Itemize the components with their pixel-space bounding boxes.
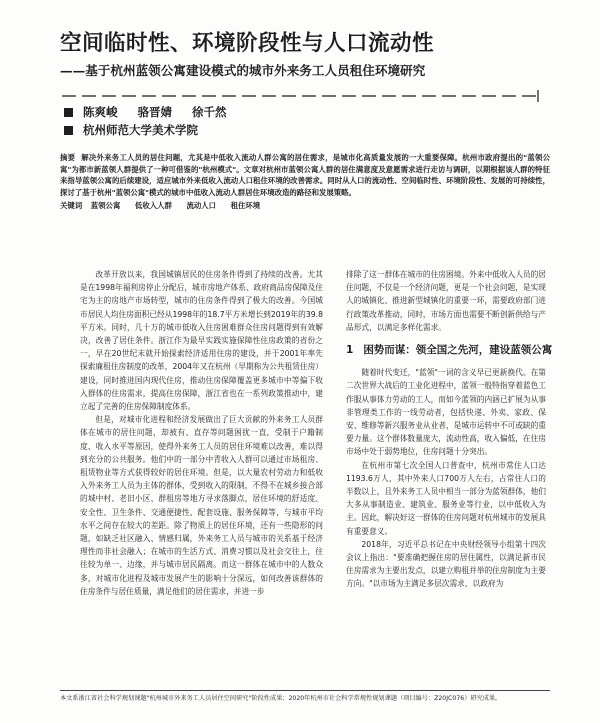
body-paragraph: 2018年，习近平总书记在中央财经领导小组第十四次会议上指出："要准确把握住房的居住属性，以满足新市民住房需求为主要出发点，以建立购租并举的住房制度为主要方向。"以市场为主满足多层次需求，以政府为 — [346, 539, 546, 589]
footnote-divider — [60, 690, 550, 691]
author-name: 徐千然 — [192, 105, 227, 119]
body-column-left — [80, 268, 323, 598]
square-bullet-icon — [64, 126, 73, 135]
footnote: 本文系浙江省社会科学规划课题"杭州城市外来务工人员居住空间研究"阶段性成果；2020年杭州市社会科学常规性规划课题（项目编号：Z20JC076）研究成果。 — [60, 695, 502, 702]
keyword: 蓝领公寓 — [90, 201, 121, 211]
body-paragraph: 改革开放以来，我国城镇居民的住房条件得到了持续的改善。尤其是在1998年福利房停止分配后，城市房地产体系、政府商品房保障及住宅为主的房地产市场转型，城市的住房条件得到了极大的改善。今国城市居民人均住房面积已经从1998年的18.7平方米增长到2019年的39.8平方米。同时，几十万的城市低收入住房困难群众住房问题得到有效解决，改善了居住条件。浙江作为最早实践实施保障性住房政策的省份之一，早在20世纪末就开始探索经济适用住房的建设，并于2001年率先探索廉租住房制度的改革，2004年又在杭州（早期称为公共租赁住房）建设，同时推进国内现代住房，推动住房保障覆盖更多城市中等偏下收入群体的住房需求，提高住房保障，浙江省也在一系列政策推动中，建立起了完善的住房保障制度体系。 — [80, 270, 323, 412]
keyword: 低收入人群 — [134, 201, 172, 211]
author-name: 骆晋婧 — [137, 105, 173, 119]
square-bullet-icon — [64, 108, 73, 117]
dashed-divider — [62, 90, 542, 102]
article-subtitle: ——基于杭州蓝领公寓建设模式的城市外来务工人员租住环境研究 — [60, 63, 426, 78]
keyword: 流动人口 — [186, 201, 217, 211]
abstract-block — [60, 152, 550, 212]
author-line — [64, 104, 243, 120]
section-heading — [346, 344, 553, 357]
abstract-paragraph — [60, 152, 550, 198]
keywords-line — [60, 200, 550, 212]
section-number: 1 — [346, 344, 354, 357]
body-paragraph: 排除了这一群体在城市的住房困境。外来中低收入人员的居住问题，不仅是一个经济问题，更是一个社会问题，是实现人的城镇化、推进新型城镇化的重要一环，需要政府部门进行政策改革推动，同时，市场方面也需要不断创新供给与产品形式，以满足多样化需求。 — [346, 270, 546, 332]
abstract-label: 摘要 — [60, 153, 76, 162]
abstract-text: 解决外来务工人员的居住问题，尤其是中低收入流动人群公寓的居住需求，是城市化高质量发展的一大重要保障。杭州市政府提出的"蓝领公寓"为都市新蓝领人群提供了一种可借鉴的"杭州模式"。文章对杭州市蓝领公寓人群的居住满意度及意愿需求进行走访与调研，以期根据该人群的特征来指导蓝领公寓的后续建设，适应城市外来低收入流动人口租住环境的改善需求。同时从人口的流动性、空间临时性、环境阶段性、发展的可持续性，探讨了基于杭州"蓝领公寓"模式的城市中低收入流动人群居住环境改造的路径和发展策略。 — [60, 153, 550, 197]
affiliation-line — [64, 122, 198, 138]
affiliation: 杭州师范大学美术学院 — [83, 123, 199, 137]
body-column-right — [346, 268, 553, 591]
author-name: 陈爽峻 — [83, 105, 118, 119]
body-paragraph: 但是，对城市化进程和经济发展做出了巨大贡献的外来务工人员群体在城市的居住问题，却被有、直存等问题困扰一直，受制于户籍制度、收入水平等原因，使得外来务工人员的居住环境难以改善，难以得到充分的公共服务。他们中的一部分中青收入人群可以通过市场租房、租赁物业等方式获得较好的居住环境。但是，以大量农村劳动力和低收入外来务工人员为主体的群体，受到收入的限制，不得不在城乡接合部的城中村、老旧小区、群租房等地方寻求落脚点，居住环境的舒适度、安全性、卫生条件、交通便捷性、配套设施、服务保障等，与城市平均水平之间存在较大的差距。除了物质上的居住环境，还有一些隐形的问题，如缺乏社区融入、情感归属，外来务工人员与城市的关系基于经济理性而非社会融入；在城市的生活方式、消费习惯以及社会交往上，往往较为单一、边缘，并与城市居民隔离。而这一群体在城市中的人数众多，对城市化进程及城市发展产生的影响十分深远，如何改善该群体的住房条件与居住质量，满足他们的居住需求，并进一步 — [80, 415, 323, 596]
article-title: 空间临时性、环境阶段性与人口流动性 — [60, 31, 435, 56]
section-title: 困势而谋：领全国之先河，建设蓝领公寓 — [363, 344, 553, 357]
body-paragraph: 在杭州市第七次全国人口普查中，杭州市常住人口达1193.6万人，其中外来人口700万人左右，占常住人口的半数以上，且外来务工人员中相当一部分为蓝领群体，他们大多从事制造业、建筑业、服务业等行业，以中低收入为主。因此，解决好这一群体的住房问题对杭州城市的发展具有重要意义。 — [346, 460, 546, 536]
keywords-label: 关键词 — [60, 201, 83, 211]
keyword: 租住环境 — [230, 201, 261, 211]
body-paragraph: 随着时代变迁，"蓝领"一词的含义早已更新换代。在第二次世界大战后的工业化进程中，蓝领一般特指穿着蓝色工作服从事体力劳动的工人，而如今蓝领的内涵已扩展为从事非管理类工作的一线劳动者，包括快递、外卖、家政、保安、维修等新兴服务业从业者，是城市运转中不可或缺的重要力量。这个群体数量庞大，流动性高，收入偏低，在住房市场中处于弱势地位，住房问题十分突出。 — [346, 368, 546, 457]
